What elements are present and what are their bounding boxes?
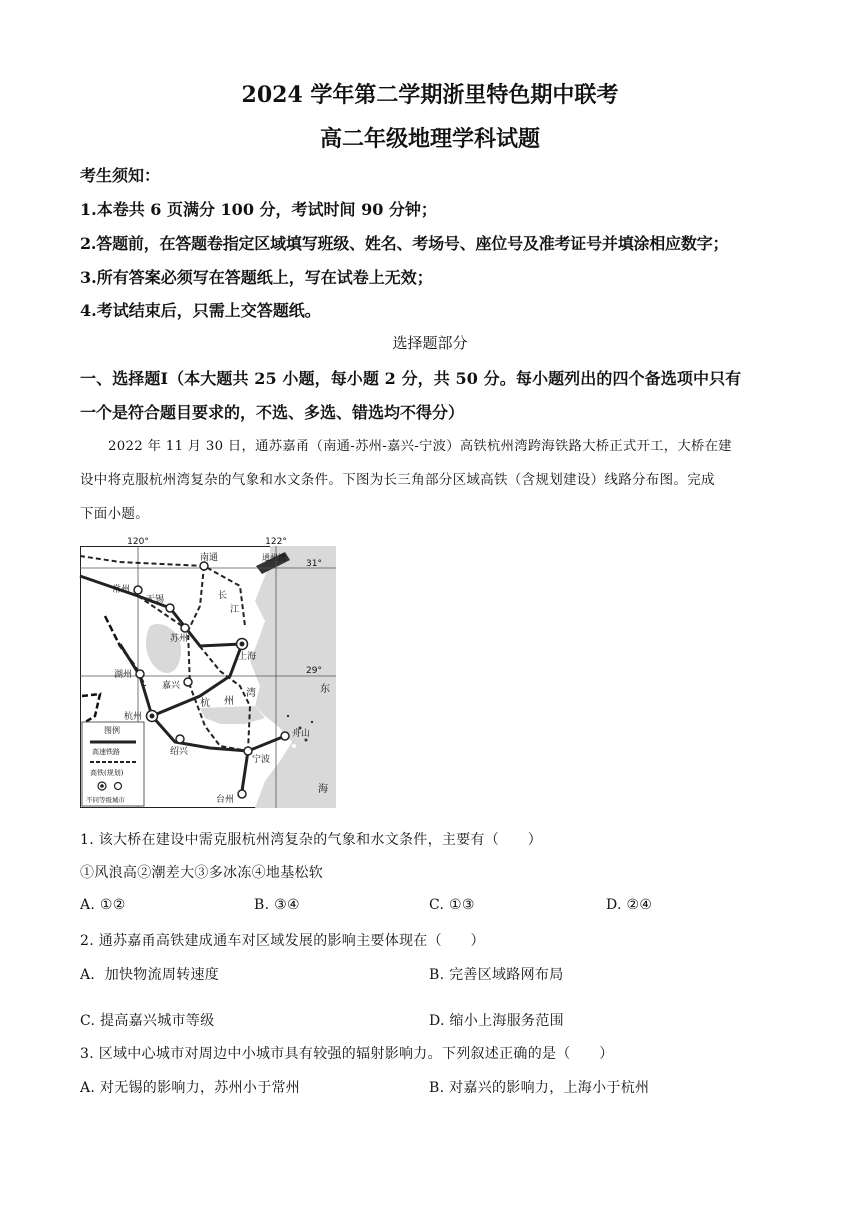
question-stem: 1. 该大桥在建设中需克服杭州湾复杂的气象和水文条件，主要有（ ） (80, 832, 543, 848)
city-wuxi (166, 604, 174, 612)
passage-line: 下面小题。 (80, 506, 149, 522)
city-shanghai-dot (240, 642, 245, 647)
passage-line: 设中将克服杭州湾复杂的气象和水文条件。下图为长三角部分区域高铁（含规划建设）线路分布图。完成 (80, 472, 715, 488)
legend-label: 不同等级城市 (86, 796, 125, 804)
railway-map (80, 537, 336, 808)
city-changzhou (134, 586, 142, 594)
option-d: D. 缩小上海服务范围 (429, 1013, 564, 1029)
section-instruction: 一、选择题Ⅰ（本大题共 25 小题，每小题 2 分，共 50 分。每小题列出的四个备选项中只有 (80, 369, 742, 388)
city-ningbo (244, 747, 252, 755)
option-a: A. ①② (80, 897, 126, 913)
city-label: 宁波 (252, 755, 271, 765)
city-label: 苏州 (170, 634, 189, 644)
island (292, 744, 296, 748)
water-label: 江 (230, 605, 240, 615)
city-label: 无锡 (146, 595, 165, 605)
city-label: 杭州 (124, 712, 143, 722)
exam-title: 2024 学年第二学期浙里特色期中联考 (241, 82, 619, 108)
option-a: A. 对无锡的影响力，苏州小于常州 (80, 1080, 301, 1096)
notice-item: 4.考试结束后，只需上交答题纸。 (80, 301, 321, 320)
water-label: 长 (218, 591, 228, 601)
city-label: 上海 (238, 652, 257, 662)
legend-label: 高铁(规划) (90, 769, 124, 777)
lat-label: 29° (306, 666, 322, 676)
notice-item: 3.所有答案必须写在答题纸上，写在试卷上无效； (80, 268, 433, 287)
water-label: 州 (224, 696, 234, 707)
water-label: 通州湾 (262, 553, 286, 562)
water-label: 东 (320, 684, 330, 695)
city-label: 舟山 (292, 729, 311, 739)
notice-item: 2.答题前，在答题卷指定区域填写班级、姓名、考场号、座位号及准考证号并填涂相应数字； (80, 234, 729, 253)
city-label: 嘉兴 (162, 681, 181, 691)
option-c: C. ①③ (429, 897, 475, 913)
lon-label: 122° (265, 537, 287, 547)
water-label: 杭 (200, 698, 210, 709)
option-b: B. 对嘉兴的影响力，上海小于杭州 (429, 1080, 650, 1096)
exam-subtitle: 高二年级地理学科试题 (319, 126, 540, 152)
city-label: 湖州 (114, 670, 133, 680)
city-label: 南通 (200, 553, 219, 563)
option-a: A．加快物流周转速度 (80, 967, 220, 983)
city-label: 常州 (112, 585, 131, 595)
notice-item: 1.本卷共 6 页满分 100 分，考试时间 90 分钟； (80, 200, 437, 219)
option-b: B. 完善区域路网布局 (429, 967, 564, 983)
water-label: 湾 (246, 688, 256, 699)
water-label: 海 (318, 784, 328, 795)
section-title: 选择题部分 (392, 334, 468, 352)
question-extra: ①风浪高②潮差大③多冰冻④地基松软 (80, 865, 324, 881)
city-jiaxing (184, 678, 192, 686)
city-hangzhou-dot (150, 714, 155, 719)
city-suzhou (181, 624, 189, 632)
lat-label: 31° (306, 559, 322, 569)
question-stem: 2. 通苏嘉甬高铁建成通车对区域发展的影响主要体现在（ ） (80, 933, 485, 949)
city-shaoxing (176, 735, 184, 743)
notice-heading: 考生须知： (80, 166, 161, 185)
city-label: 绍兴 (170, 747, 189, 757)
legend-title: 图例 (104, 726, 120, 735)
option-b: B. ③④ (254, 897, 300, 913)
option-d: D. ②④ (606, 897, 653, 913)
option-c: C. 提高嘉兴城市等级 (80, 1013, 215, 1029)
legend-label: 高速铁路 (92, 748, 120, 756)
city-zhoushan (281, 732, 289, 740)
legend-swatch-city (115, 783, 122, 790)
city-huzhou (136, 670, 144, 678)
island (311, 721, 313, 723)
passage-line: 2022 年 11 月 30 日，通苏嘉甬（南通-苏州-嘉兴-宁波）高铁杭州湾跨海铁路大桥正式开工，大桥在建 (108, 439, 732, 454)
island (287, 715, 289, 717)
question-stem: 3. 区域中心城市对周边中小城市具有较强的辐射影响力。下列叙述正确的是（ ） (80, 1046, 614, 1062)
city-nantong (200, 562, 208, 570)
section-instruction: 一个是符合题目要求的，不选、多选、错选均不得分） (80, 403, 465, 422)
lon-label: 120° (127, 537, 149, 547)
city-taizhou (238, 790, 246, 798)
map-legend (82, 722, 144, 806)
city-label: 台州 (216, 795, 235, 805)
